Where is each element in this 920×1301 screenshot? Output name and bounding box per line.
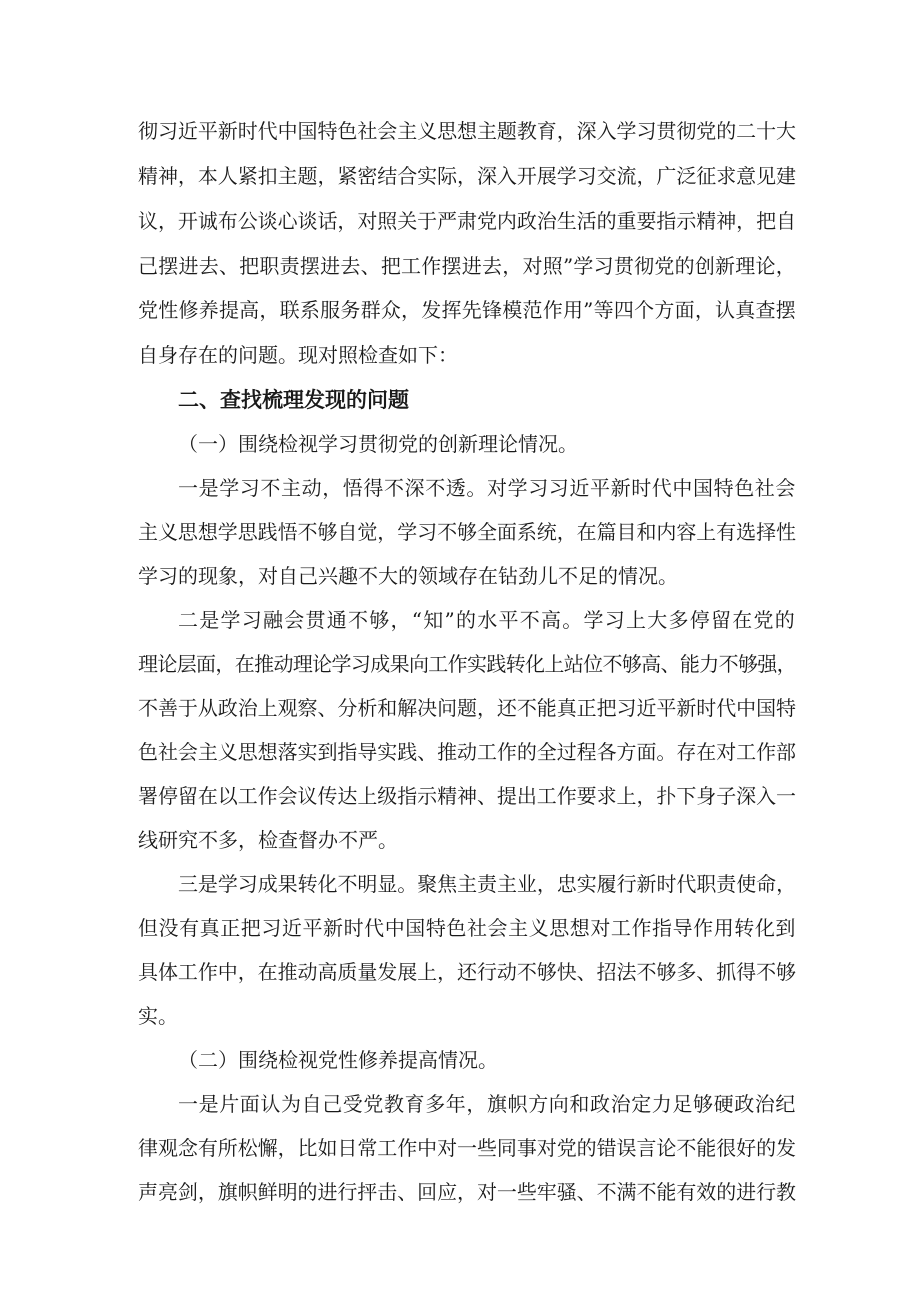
text-line: 实。 <box>138 1004 178 1028</box>
text-line: 二是学习融会贯通不够，“知”的水平不高。学习上大多停留在党的 <box>178 608 796 632</box>
subsection-heading: （一）围绕检视学习贯彻党的创新理论情况。 <box>178 432 578 456</box>
text-line: 理论层面，在推动理论学习成果向工作实践转化上站位不够高、能力不够强， <box>138 652 796 676</box>
text-line: 主义思想学思践悟不够自觉，学习不够全面系统，在篇目和内容上有选择性 <box>138 520 796 544</box>
text-line: 自身存在的问题。现对照检查如下： <box>138 343 458 367</box>
text-line: 议，开诚布公谈心谈话，对照关于严肃党内政治生活的重要指示精神，把自 <box>138 209 796 233</box>
text-line: 不善于从政治上观察、分析和解决问题，还不能真正把习近平新时代中国特 <box>138 696 796 720</box>
text-line: 具体工作中，在推动高质量发展上，还行动不够快、招法不够多、抓得不够 <box>138 960 796 984</box>
text-line: 署停留在以工作会议传达上级指示精神、提出工作要求上，扑下身子深入一 <box>138 784 796 808</box>
text-line: 学习的现象，对自己兴趣不大的领域存在钻劲儿不足的情况。 <box>138 564 678 588</box>
text-line: 精神，本人紧扣主题，紧密结合实际，深入开展学习交流，广泛征求意见建 <box>138 164 796 188</box>
text-line: 声亮剑，旗帜鲜明的进行抨击、回应，对一些牢骚、不满不能有效的进行教 <box>138 1180 796 1204</box>
section-heading: 二、查找梳理发现的问题 <box>178 388 409 412</box>
text-line: 但没有真正把习近平新时代中国特色社会主义思想对工作指导作用转化到 <box>138 916 796 940</box>
subsection-heading: （二）围绕检视党性修养提高情况。 <box>178 1048 498 1072</box>
text-line: 党性修养提高，联系服务群众，发挥先锋模范作用”等四个方面，认真查摆 <box>138 298 796 322</box>
text-line: 彻习近平新时代中国特色社会主义思想主题教育，深入学习贯彻党的二十大 <box>138 119 796 143</box>
text-line: 一是学习不主动，悟得不深不透。对学习习近平新时代中国特色社会 <box>178 476 796 500</box>
text-line: 三是学习成果转化不明显。聚焦主责主业，忠实履行新时代职责使命， <box>178 872 796 896</box>
text-line: 己摆进去、把职责摆进去、把工作摆进去，对照”学习贯彻党的创新理论， <box>138 254 796 278</box>
text-line: 线研究不多，检查督办不严。 <box>138 828 398 852</box>
text-line: 一是片面认为自己受党教育多年，旗帜方向和政治定力足够硬政治纪 <box>178 1092 796 1116</box>
text-line: 律观念有所松懈，比如日常工作中对一些同事对党的错误言论不能很好的发 <box>138 1136 796 1160</box>
text-line: 色社会主义思想落实到指导实践、推动工作的全过程各方面。存在对工作部 <box>138 740 796 764</box>
